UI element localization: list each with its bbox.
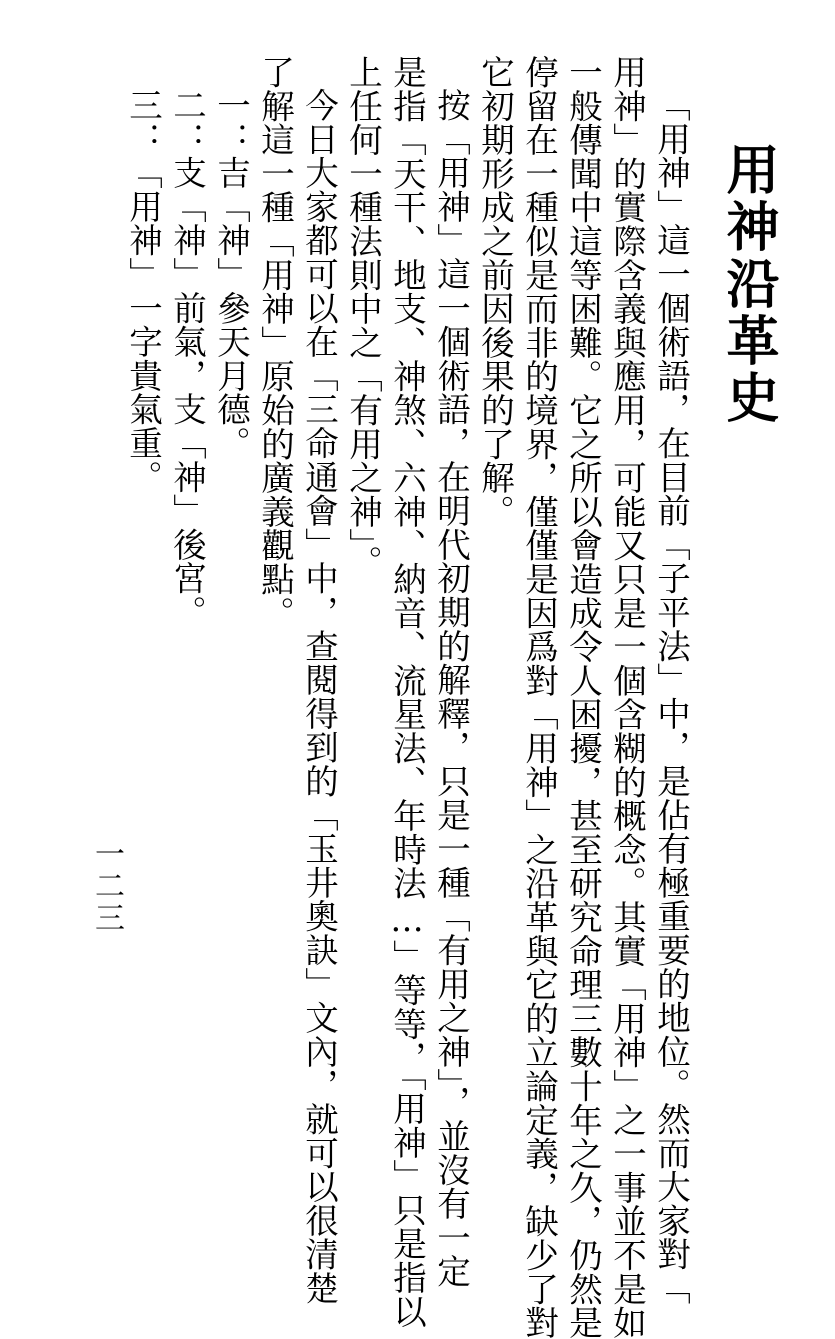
text-column: 是指「天干、地支、神煞、六神、納音、流星法、年時法…」等等，「用神」只是指以	[387, 55, 427, 1329]
chapter-title: 用神沿革史	[718, 142, 780, 427]
text-column: 它初期形成之前因後果的了解。	[475, 55, 515, 529]
text-column: 按「用神」這一個術語，在明代初期的解釋，只是一種「有用之神」，並沒有一定	[431, 88, 471, 1289]
text-column: 一般傳聞中這等困難。它之所以會造成令人困擾，甚至研究命理三數十年之久，仍然是	[563, 55, 603, 1339]
text-column: 用神」的實際含義與應用，可能又只是一個含糊的概念。其實「用神」之一事並不是如	[607, 55, 647, 1339]
text-column: 上任何一種法則中之「有用之神」。	[343, 55, 383, 580]
page-number: 一二三	[89, 838, 124, 934]
text-column: 停留在一種似是而非的境界，僅僅是因爲對「用神」之沿革與它的立論定義，缺少了對	[519, 55, 559, 1339]
text-column: 今日大家都可以在「三命通會」中，查閱得到的「玉井奧訣」文內，就可以很清楚	[299, 88, 339, 1305]
list-item: 一：吉「神」參天月德。	[211, 88, 251, 460]
list-item: 二：支「神」前氣，支「神」後宮。	[167, 88, 207, 629]
list-item: 三：「用神」一字貴氣重。	[123, 88, 163, 494]
text-column: 了解這一種「用神」原始的廣義觀點。	[255, 55, 295, 630]
text-column: 「用神」這一個術語，在目前「子平法」中，是佔有極重要的地位。然而大家對「	[651, 88, 691, 1305]
